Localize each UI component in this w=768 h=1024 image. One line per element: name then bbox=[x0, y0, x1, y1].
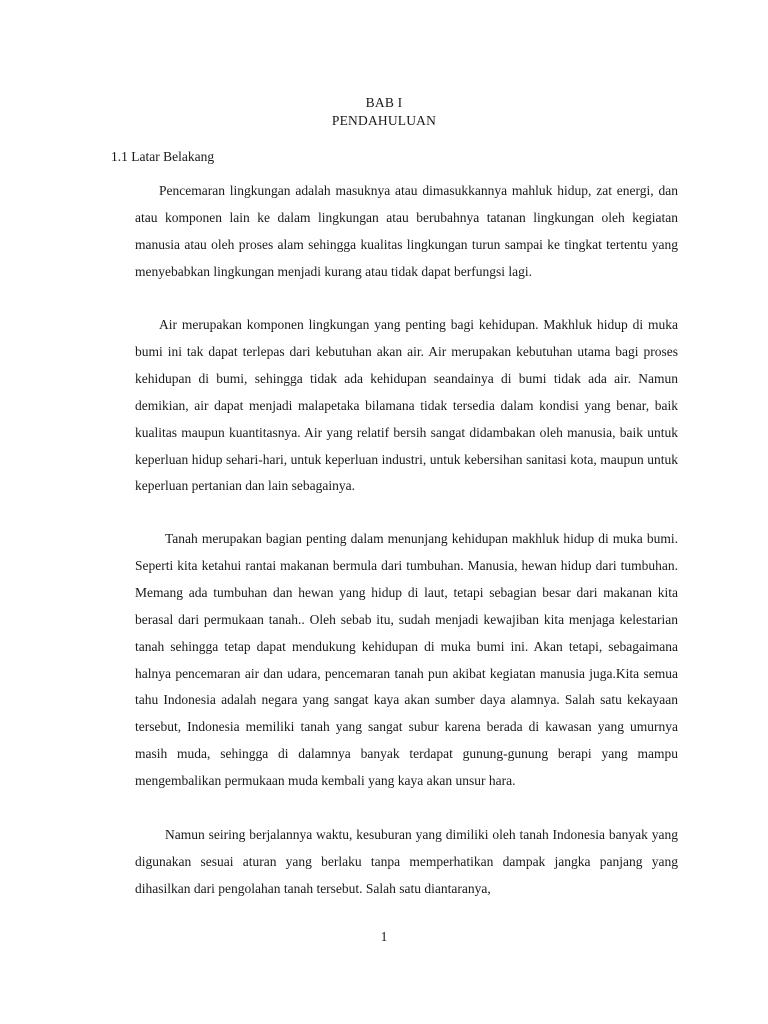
chapter-number: BAB I bbox=[365, 95, 403, 110]
paragraph-air: Air merupakan komponen lingkungan yang penting bagi kehidupan. Makhluk hidup di muka bumi ini tak dapat terlepas dari kebutuhan akan air. Air merupakan kebutuhan utama bagi proses kehidupan di bumi, sehingga tidak ada kehidupan seandainya di bumi tidak ada air. Namun demikian, air dapat menjadi malapetaka bilamana tidak tersedia dalam kondisi yang benar, baik kualitas maupun kuantitasnya. Air yang relatif bersih sangat didambakan oleh manusia, baik untuk keperluan hidup sehari-hari, untuk keperluan industri, untuk kebersihan sanitasi kota, maupun untuk keperluan pertanian dan lain sebagainya. bbox=[135, 317, 678, 494]
paragraph-pencemaran: Pencemaran lingkungan adalah masuknya atau dimasukkannya mahluk hidup, zat energi, dan atau komponen lain ke dalam lingkungan atau berubahnya tatanan lingkungan oleh kegiatan manusia atau oleh proses alam sehingga kualitas lingkungan turun sampai ke tingkat tertentu yang menyebabkan lingkungan menjadi kurang atau tidak dapat berfungsi lagi. bbox=[135, 183, 678, 279]
paragraph-kesuburan: Namun seiring berjalannya waktu, kesuburan yang dimiliki oleh tanah Indonesia banyak yang digunakan sesuai aturan yang berlaku tanpa memperhatikan dampak jangka panjang yang dihasilkan dari pengolahan tanah tersebut. Salah satu diantaranya, bbox=[135, 827, 678, 896]
page-number: 1 bbox=[380, 929, 388, 944]
paragraph-tanah: Tanah merupakan bagian penting dalam menunjang kehidupan makhluk hidup di muka bumi. Seperti kita ketahui rantai makanan bermula dari tumbuhan. Manusia, hewan hidup dari tumbuhan. Memang ada tumbuhan dan hewan yang hidup di laut, tetapi sebagian besar dari makanan kita berasal dari permukaan tanah.. Oleh sebab itu, sudah menjadi kewajiban kita menjaga kelestarian tanah sehingga tetap dapat mendukung kehidupan di muka bumi ini. Akan tetapi, sebagaimana halnya pencemaran air dan udara, pencemaran tanah pun akibat kegiatan manusia juga.Kita semua tahu Indonesia adalah negara yang sangat kaya akan sumber daya alamnya. Salah satu kekayaan tersebut, Indonesia memiliki tanah yang sangat subur karena berada di kawasan yang umurnya masih muda, sehingga di dalamnya banyak terdapat gunung-gunung berapi yang mampu mengembalikan permukaan muda kembali yang kaya akan unsur hara. bbox=[135, 531, 678, 789]
section-heading: 1.1 Latar Belakang bbox=[111, 149, 215, 164]
chapter-title: PENDAHULUAN bbox=[331, 113, 437, 128]
